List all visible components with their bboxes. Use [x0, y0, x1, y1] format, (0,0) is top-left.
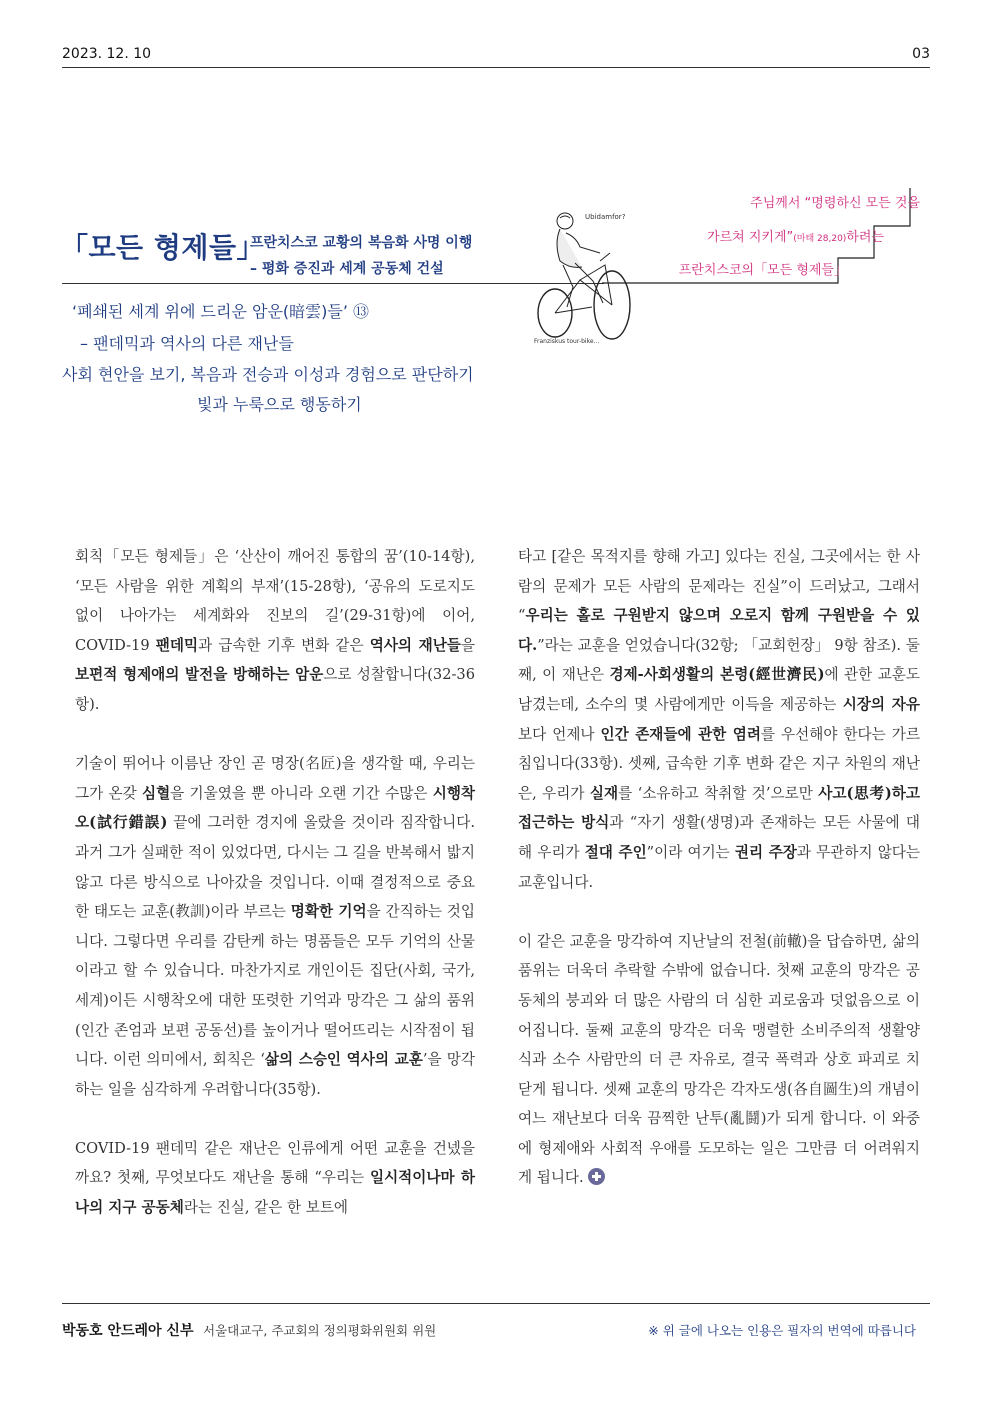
body-paragraph: 타고 [같은 목적지를 향해 가고] 있다는 진실, 그곳에서는 한 사람의 문제가 모든 사람의 문제라는 진실”이 드러났고, 그래서 “우리는 홀로 구원받지 않으며 오로지 함께 구원받을 수 있다.”라는 교훈을 얻었습니다(32항; 「교회헌장」 9항 참조). 둘째, 이 재난은 경제-사회생활의 본령(經世濟民)에 관한 교훈도 남겼는데, 소수의 몇 사람에게만 이득을 제공하는 시장의 자유보다 언제나 인간 존재들에 관한 염려를 우선해야 한다는 가르침입니다(33항). 셋째, 급속한 기후 변화 같은 지구 차원의 재난은, 우리가 실재를 ‘소유하고 착취할 것’으로만 사고(思考)하고 접근하는 방식과 “자기 생활(생명)과 존재하는 모든 사물에 대해 우리가 절대 주인”이라 여기는 권리 주장과 무관하지 않다는 교훈입니다.	[518, 548, 920, 891]
body-paragraph: COVID-19 팬데믹 같은 재난은 인류에게 어떤 교훈을 건넸을까요? 첫째, 무엇보다도 재난을 통해 “우리는 일시적이나마 하나의 지구 공동체라는 진실, 같은 한 보트에	[75, 1139, 476, 1217]
quote-citation: (마태 28,20)	[793, 234, 847, 244]
quote-line-1: 주님께서 “명령하신 모든 것을	[750, 196, 920, 211]
body-paragraph: 회칙「모든 형제들」은 ‘산산이 깨어진 통합의 꿈’(10-14항), ‘모든 사람을 위한 계획의 부재’(15-28항), ‘공유의 도로지도 없이 나아가는 세계화와 진보의 길’(29-31항)에 이어, COVID-19 팬데믹과 급속한 기후 변화 같은 역사의 재난들을 보편적 형제애의 발전을 방해하는 암운으로 성찰합니다(32-36항).	[75, 548, 476, 713]
illustration-caption-text: Franziskus tour-bike...	[534, 338, 600, 345]
column-title: 「모든 형제들」	[60, 231, 265, 264]
translation-note: ※ 위 글에 나오는 인용은 필자의 번역에 따릅니다	[648, 1323, 916, 1338]
page-number: 03	[912, 46, 930, 62]
header-divider	[62, 67, 930, 68]
author-affiliation: 서울대교구, 주교회의 정의평화위원회 위원	[203, 1323, 437, 1338]
quote-line-2-text: 가르쳐 지키게”	[707, 230, 794, 245]
body-right-column	[518, 542, 920, 1193]
author-name: 박동호 안드레아 신부	[62, 1323, 194, 1339]
quote-line-2	[707, 226, 884, 245]
topic-line-4: 빛과 누룩으로 행동하기	[197, 395, 362, 414]
topic-line-3: 사회 현안을 보기, 복음과 전승과 이성과 경험으로 판단하기	[62, 365, 474, 384]
footer-divider	[62, 1303, 930, 1304]
topic-line-1: ‘폐쇄된 세계 위에 드리운 암운(暗雲)들’ ⑬	[72, 302, 370, 321]
column-subtitle-2: – 평화 증진과 세계 공동체 건설	[250, 261, 444, 277]
quote-line-3: 프란치스코의「모든 형제들」	[678, 263, 847, 278]
end-mark-icon	[588, 1168, 605, 1185]
topic-line-2: – 팬데믹과 역사의 다른 재난들	[80, 334, 294, 353]
body-left-column	[75, 542, 475, 1223]
illustration-speech-text: Ubidamfor?	[585, 213, 626, 221]
column-subtitle-1: 프란치스코 교황의 복음화 사명 이행	[250, 235, 473, 251]
quote-line-2-tail: 하려는	[846, 230, 884, 245]
body-paragraph: 이 같은 교훈을 망각하여 지난날의 전철(前轍)을 답습하면, 삶의 품위는 더욱더 추락할 수밖에 없습니다. 첫째 교훈의 망각은 공동체의 붕괴와 더 많은 사람의 더 심한 괴로움과 덧없음으로 이어집니다. 둘째 교훈의 망각은 더욱 맹렬한 소비주의적 생활양식과 소수 사람만의 더 큰 자유로, 결국 폭력과 상호 파괴로 치닫게 됩니다. 셋째 교훈의 망각은 각자도생(各自圖生)의 개념이 여느 재난보다 더욱 끔찍한 난투(亂鬪)가 되게 합니다. 이 와중에 형제애와 사회적 우애를 도모하는 일은 그만큼 더 어려워지게 됩니다.	[518, 932, 920, 1187]
body-paragraph: 기술이 뛰어나 이름난 장인 곧 명장(名匠)을 생각할 때, 우리는 그가 온갖 심혈을 기울였을 뿐 아니라 오랜 기간 수많은 시행착오(試行錯誤) 끝에 그러한 경지에 올랐을 것이라 짐작합니다. 과거 그가 실패한 적이 있었다면, 다시는 그 길을 반복해서 밟지 않고 다른 방식으로 나아갔을 것입니다. 이때 결정적으로 중요한 태도는 교훈(教訓)이라 부르는 명확한 기억을 간직하는 것입니다. 그렇다면 우리를 감탄케 하는 명품들은 모두 기억의 산물이라고 할 수 있습니다. 마찬가지로 개인이든 집단(사회, 국가, 세계)이든 시행착오에 대한 또렷한 기억과 망각은 그 삶의 품위(인간 존엄과 보편 공동선)를 높이거나 떨어뜨리는 시작점이 됩니다. 이런 의미에서, 회칙은 ‘삶의 스승인 역사의 교훈’을 망각하는 일을 심각하게 우려합니다(35항).	[75, 755, 476, 1098]
issue-date: 2023. 12. 10	[62, 46, 152, 62]
title-rule	[62, 283, 604, 284]
bicycle-rider-illustration	[530, 205, 640, 355]
